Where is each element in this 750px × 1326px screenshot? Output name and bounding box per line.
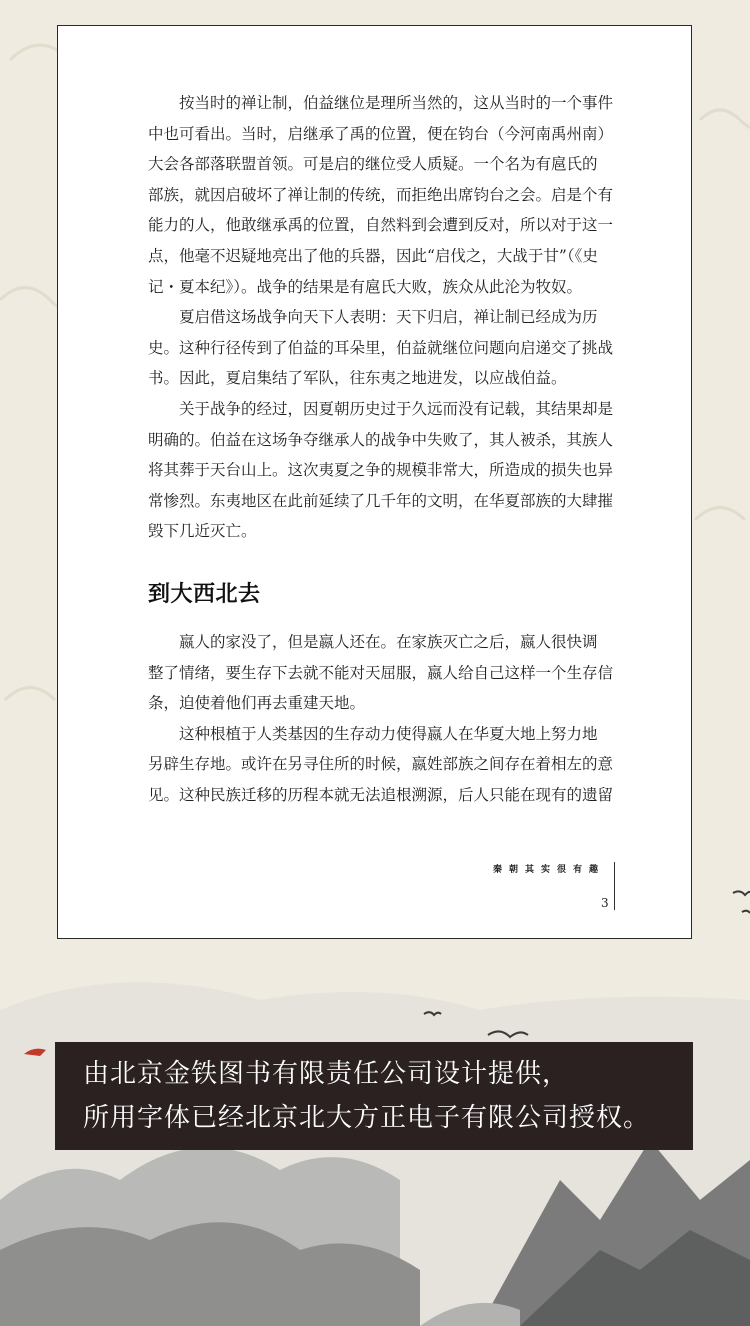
text-line: 点，他毫不迟疑地亮出了他的兵器，因此“启伐之，大战于甘”（《史 — [148, 246, 598, 265]
text-line: 毁下几近灭亡。 — [148, 522, 257, 541]
text-line: 书。因此，夏启集结了军队，往东夷之地进发，以应战伯益。 — [148, 369, 567, 388]
paragraph — [148, 302, 616, 394]
text-line: 条，迫使着他们再去重建天地。 — [148, 694, 366, 713]
text-line: 将其葬于天台山上。这次夷夏之争的规模非常大，所造成的损失也异 — [148, 461, 614, 480]
text-line: 明确的。伯益在这场争夺继承人的战争中失败了，其人被杀，其族人 — [148, 430, 614, 449]
text-line: 常惨烈。东夷地区在此前延续了几千年的文明，在华夏部族的大肆摧 — [148, 491, 614, 510]
text-line: 见。这种民族迁移的历程本就无法追根溯源，后人只能在现有的遗留 — [148, 785, 614, 804]
section-title: 到大西北去 — [148, 580, 261, 607]
text-line: 中也可看出。当时，启继承了禹的位置，便在钧台（今河南禹州南） — [148, 124, 614, 143]
text-line: 记・夏本纪》）。战争的结果是有扈氏大败，族众从此沦为牧奴。 — [148, 277, 583, 296]
credit-line-2: 所用字体已经北京北大方正电子有限公司授权。 — [83, 1103, 651, 1133]
text-line: 另辟生存地。或许在另寻住所的时候，嬴姓部族之间存在着相左的意 — [148, 755, 614, 774]
text-line: 史。这种行径传到了伯益的耳朵里，伯益就继位问题向启递交了挑战 — [148, 338, 614, 357]
text-line: 能力的人，他敢继承禹的位置，自然料到会遭到反对，所以对于这一 — [148, 216, 614, 235]
page-number: 3 — [601, 896, 609, 910]
text-line: 夏启借这场战争向天下人表明：天下归启，禅让制已经成为历 — [179, 308, 598, 327]
paragraph — [148, 719, 616, 811]
text-line: 大会各部落联盟首领。可是启的继位受人质疑。一个名为有扈氏的 — [148, 155, 598, 174]
text-line: 关于战争的经过，因夏朝历史过于久远而没有记载，其结果却是 — [179, 399, 614, 418]
paragraph — [148, 394, 616, 547]
text-line: 部族，就因启破坏了禅让制的传统，而拒绝出席钧台之会。启是个有 — [148, 185, 614, 204]
text-line: 嬴人的家没了，但是嬴人还在。在家族灭亡之后，嬴人很快调 — [179, 632, 598, 651]
page-body — [148, 88, 616, 810]
paragraph — [148, 88, 616, 302]
text-line: 这种根植于人类基因的生存动力使得嬴人在华夏大地上努力地 — [179, 724, 598, 743]
book-page — [57, 25, 692, 939]
credit-banner — [55, 1042, 693, 1150]
text-line: 整了情绪，要生存下去就不能对天屈服，嬴人给自己这样一个生存信 — [148, 663, 614, 682]
credit-line-1: 由北京金铁图书有限责任公司设计提供， — [83, 1059, 570, 1089]
text-line: 按当时的禅让制，伯益继位是理所当然的，这从当时的一个事件 — [179, 94, 614, 112]
folio-rule — [614, 862, 615, 910]
paragraph — [148, 627, 616, 719]
running-head: 秦朝其实很有趣 — [492, 865, 605, 875]
